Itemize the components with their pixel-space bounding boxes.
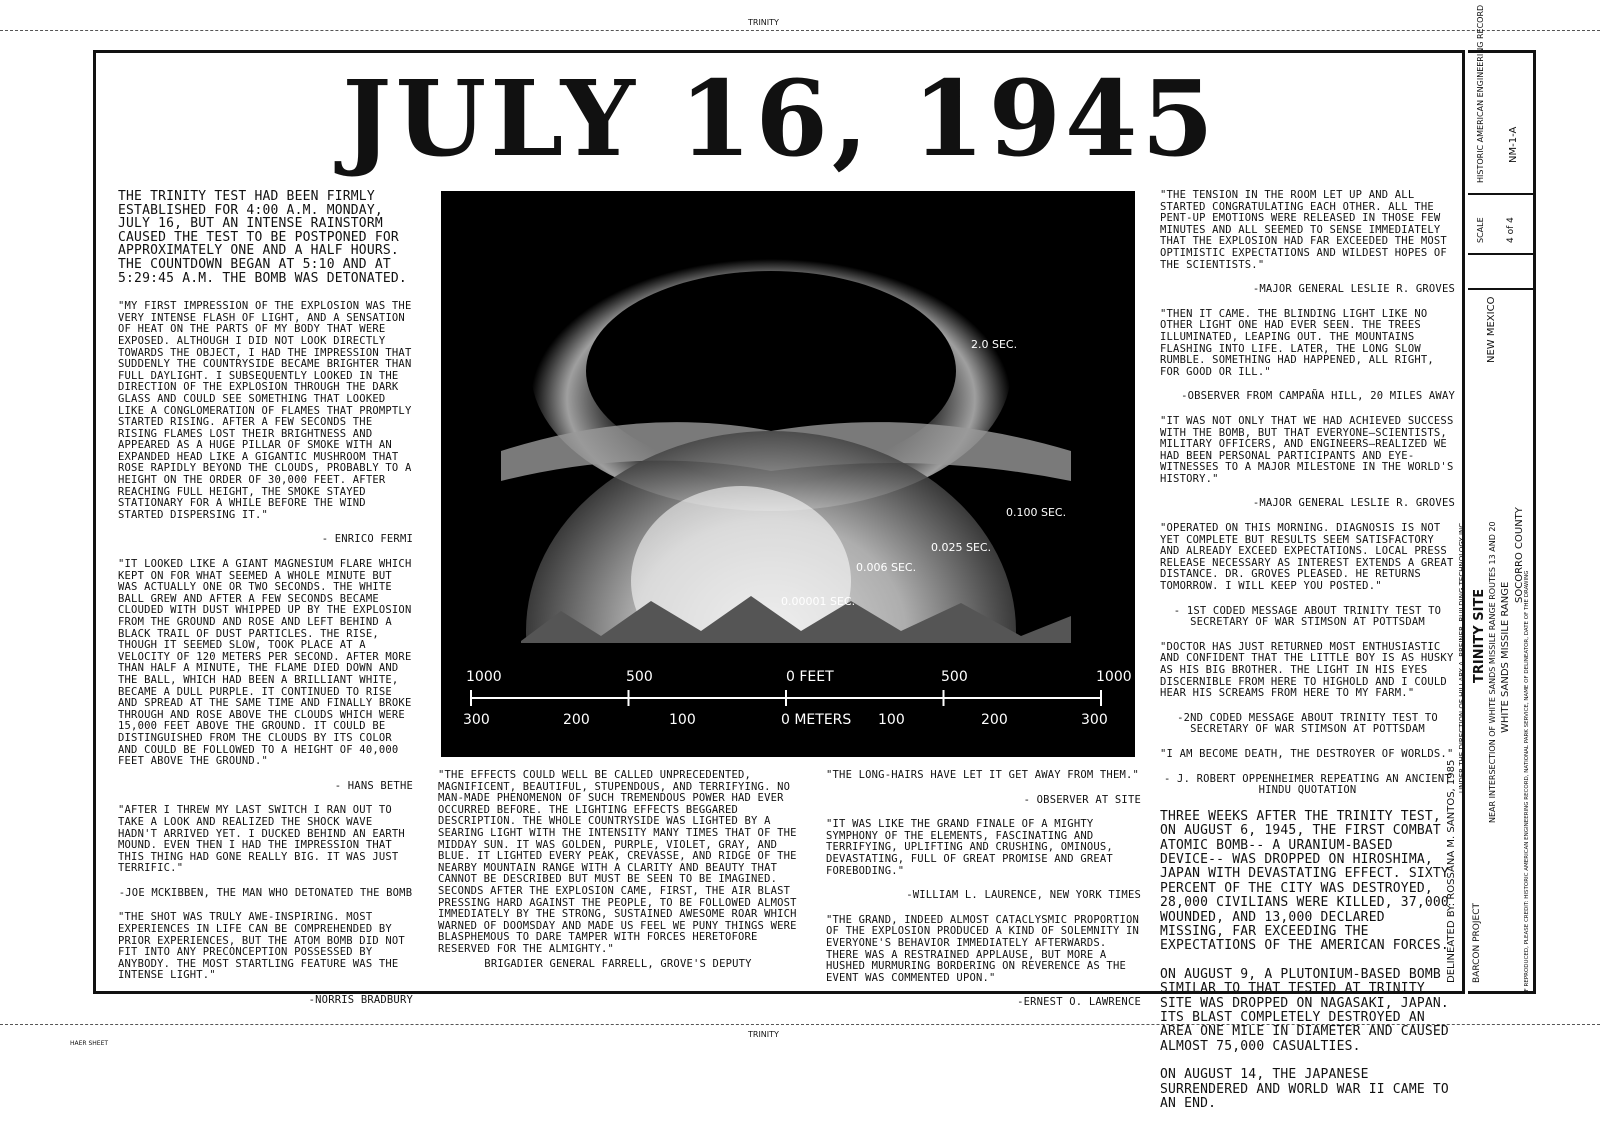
summary-hiroshima: THREE WEEKS AFTER THE TRINITY TEST, ON AUGUST 6, 1945, THE FIRST COMBAT ATOMIC BOMB-- A URANIUM-BASED DEVICE-- WAS DROPPED ON HIROSHIMA, JAPAN WITH DEVASTATING EFFECT. SIXTY PERCENT OF THE CITY WAS DESTROYED, 28,000 CIVILIANS WERE KILLED, 37,000 WOUNDED, AND 13,000 DECLARED MISSING, FAR EXCEEDING THE EXPECTATIONS OF THE AMERICAN FORCES. <box>1160 808 1449 954</box>
tb-direction: UNDER THE DIRECTION OF HILLARY A. BREINER, BUILDING TECHNOLOGY INC. <box>1458 520 1466 793</box>
quote-laurence: "IT WAS LIKE THE GRAND FINALE OF A MIGHTY SYMPHONY OF THE ELEMENTS, FASCINATING AND TERRIFYING, UPLIFTING AND CRUSHING, OMINOUS, DEVASTATING, FULL OF GREAT PROMISE AND GREAT FOREBODING." <box>826 818 1113 877</box>
attr-lawrence: -ERNEST O. LAWRENCE <box>1017 996 1141 1009</box>
scale-meters-label: 100 <box>669 712 696 728</box>
quote-oppenheimer: "I AM BECOME DEATH, THE DESTROYER OF WORLDS." <box>1160 747 1454 760</box>
title-block <box>1446 4 1536 994</box>
attr-observer: - OBSERVER AT SITE <box>1023 793 1141 806</box>
summary-surrender: ON AUGUST 14, THE JAPANESE SURRENDERED AND WORLD WAR II CAME TO AN END. <box>1160 1067 1449 1112</box>
tb-scale-label: SCALE <box>1476 217 1485 243</box>
explosion-photo <box>441 191 1135 757</box>
center-quote <box>438 770 798 983</box>
quote-coded-1: "OPERATED ON THIS MORNING. DIAGNOSIS IS NOT YET COMPLETE BUT RESULTS SEEM SATISFACTORY AND ALREADY EXCEED EXPECTATIONS. LOCAL PRESS RELEASE NECESSARY AS INTEREST EXTENDS A GREAT DISTANCE. DR. GROVES PLEASED. HE RETURNS TOMORROW. I WILL KEEP YOU POSTED." <box>1160 522 1454 593</box>
quote-bethe: "IT LOOKED LIKE A GIANT MAGNESIUM FLARE WHICH KEPT ON FOR WHAT SEEMED A WHOLE MINUTE BUT WAS ACTUALLY ONE OR TWO SECONDS. THE WHITE BALL GREW AND AFTER A FEW SECONDS BECAME CLOUDED WITH DUST WHIPPED UP BY THE EXPLOSION FROM THE GROUND AND ROSE AND LEFT BEHIND A BLACK TRAIL OF DUST PARTICLES. THE RISE, THOUGH IT SEEMED SLOW, TOOK PLACE AT A VELOCITY OF 120 METERS PER SECOND. AFTER MORE THAN HALF A MINUTE, THE FLAME DIED DOWN AND THE BALL, WHICH HAD BEEN A BRILLIANT WHITE, BECAME A DULL PURPLE. IT CONTINUED TO RISE AND SPREAD AT THE SAME TIME AND FINALLY BROKE THROUGH AND ROSE ABOVE THE CLOUDS WHICH WERE 15,000 FEET ABOVE THE GROUND. IT COULD BE DISTINGUISHED FROM THE CLOUDS BY ITS COLOR AND COULD BE FOLLOWED TO A HEIGHT OF 40,000 FEET ABOVE THE GROUND." <box>118 558 412 768</box>
scale-feet-label: 1000 <box>466 669 502 685</box>
top-sheet-mark: TRINITY <box>748 18 779 27</box>
attr-bradbury: -NORRIS BRADBURY <box>308 994 413 1007</box>
scale-feet-label: 500 <box>626 669 653 685</box>
tb-county: SOCORRO COUNTY <box>1514 507 1525 603</box>
attr-fermi: - ENRICO FERMI <box>321 533 413 546</box>
aftermath-summary <box>1160 810 1455 1112</box>
attr-coded-2: -2ND CODED MESSAGE ABOUT TRINITY TEST TO SECRETARY OF WAR STIMSON AT POTTSDAM <box>1177 711 1438 736</box>
quote-lawrence: "THE GRAND, INDEED ALMOST CATACLYSMIC PROPORTION OF THE EXPLOSION PRODUCED A KIND OF SOLEMNITY IN EVERYONE'S BEHAVIOR IMMEDIATELY AFTERWARDS. THERE WAS A RESTRAINED APPLAUSE, BUT MORE A HUSHED MURMURING BORDERING ON REVERENCE AS THE EVENT WAS COMMENTED UPON." <box>826 913 1140 984</box>
scale-meters-label: 0 METERS <box>781 712 852 728</box>
explosion-illustration <box>441 191 1135 757</box>
scale-feet-label: 500 <box>941 669 968 685</box>
tb-scale-value: 4 of 4 <box>1506 217 1516 243</box>
intro-text: THE TRINITY TEST HAD BEEN FIRMLY ESTABLISHED FOR 4:00 A.M. MONDAY, JULY 16, BUT AN INTENSE RAINSTORM CAUSED THE TEST TO BE POSTPONED FOR APPROXIMATELY ONE AND A HALF HOURS. THE COUNTDOWN BEGAN AT 5:10 AND AT 5:29:45 A.M. THE BOMB WAS DETONATED. <box>118 189 407 286</box>
quote-coded-2: "DOCTOR HAS JUST RETURNED MOST ENTHUSIASTIC AND CONFIDENT THAT THE LITTLE BOY IS AS HUSKY AS HIS BIG BROTHER. THE LIGHT IN HIS EYES DISCERNIBLE FROM HERE TO HIGHOLD AND I COULD HEAR HIS SCREAMS FROM HERE TO MY FARM." <box>1160 640 1454 700</box>
bottom-sheet-mark: TRINITY <box>748 1030 779 1039</box>
attr-groves-1: -MAJOR GENERAL LESLIE R. GROVES <box>1252 283 1455 296</box>
quote-groves-1: "THE TENSION IN THE ROOM LET UP AND ALL STARTED CONGRATULATING EACH OTHER. ALL THE PENT-UP EMOTIONS WERE RELEASED IN THOSE FEW MINUTES AND ALL SEEMED TO SENSE IMMEDIATELY THAT THE EXPLOSION HAD FAR EXCEEDED THE MOST OPTIMISTIC EXPECTATIONS AND WILDEST HOPES OF THE SCIENTISTS." <box>1160 189 1447 271</box>
attr-groves-2: -MAJOR GENERAL LESLIE R. GROVES <box>1252 497 1455 510</box>
scale-meters-label: 300 <box>1081 712 1108 728</box>
tb-range: WHITE SANDS MISSILE RANGE <box>1500 581 1511 733</box>
tb-credit: IF REPRODUCED, PLEASE CREDIT: HISTORIC AMERICAN ENGINEERING RECORD, NATIONAL PARK SERVICE, NAME OF DELINEATOR, DATE OF THE DRAWING <box>1524 570 1530 993</box>
ground-band <box>441 643 1135 757</box>
quote-mckibben: "AFTER I THREW MY LAST SWITCH I RAN OUT TO TAKE A LOOK AND REALIZED THE SHOCK WAVE HADN'T ARRIVED YET. I DUCKED BEHIND AN EARTH MOUND. EVEN THEN I HAD THE IMPRESSION THAT THIS THING HAD GONE REALLY BIG. IT WAS JUST TERRIFIC." <box>118 804 405 875</box>
tb-agency: HISTORIC AMERICAN ENGINEERING RECORD <box>1476 4 1485 183</box>
attr-mckibben: -JOE MCKIBBEN, THE MAN WHO DETONATED THE BOMB <box>118 886 413 899</box>
quote-campana: "THEN IT CAME. THE BLINDING LIGHT LIKE NO OTHER LIGHT ONE HAD EVER SEEN. THE TREES ILLUMINATED, LEAPING OUT. THE MOUNTAINS FLASHING INTO LIFE. LATER, THE LONG SLOW RUMBLE. SOMETHING HAD HAPPENED, ALL RIGHT, FOR GOOD OR ILL." <box>1160 307 1434 378</box>
footer-small: HAER SHEET <box>70 1040 109 1047</box>
label-2-0-sec: 2.0 SEC. <box>971 338 1018 351</box>
tb-site-loc: NEAR INTERSECTION OF WHITE SANDS MISSILE RANGE ROUTES 13 AND 20 <box>1488 521 1497 823</box>
tb-state: NEW MEXICO <box>1486 296 1497 363</box>
tb-project: BARCON PROJECT <box>1472 903 1482 983</box>
tb-haer-no: NM-1-A <box>1508 126 1519 163</box>
attr-farrell: BRIGADIER GENERAL FARRELL, GROVE'S DEPUTY <box>484 957 752 970</box>
scale-meters-label: 200 <box>981 712 1008 728</box>
scale-feet-label: 1000 <box>1096 669 1132 685</box>
label-0-00001-sec: 0.00001 SEC. <box>781 595 856 608</box>
scale-meters-label: 200 <box>563 712 590 728</box>
label-0-006-sec: 0.006 SEC. <box>856 561 917 574</box>
quote-observer: "THE LONG-HAIRS HAVE LET IT GET AWAY FROM THEM." <box>826 769 1140 781</box>
attr-oppenheimer: - J. ROBERT OPPENHEIMER REPEATING AN ANCIENT HINDU QUOTATION <box>1164 772 1451 797</box>
quote-fermi: "MY FIRST IMPRESSION OF THE EXPLOSION WAS THE VERY INTENSE FLASH OF LIGHT, AND A SENSATION OF HEAT ON THE PARTS OF MY BODY THAT WERE EXPOSED. ALTHOUGH I DID NOT LOOK DIRECTLY TOWARDS THE OBJECT, I HAD THE IMPRESSION THAT SUDDENLY THE COUNTRYSIDE BECAME BRIGHTER THAN FULL DAYLIGHT. I SUBSEQUENTLY LOOKED IN THE DIRECTION OF THE EXPLOSION THROUGH THE DARK GLASS AND COULD SEE SOMETHING THAT LOOKED LIKE A CONGLOMERATION OF FLAMES THAT PROMPTLY STARTED RISING. AFTER A FEW SECONDS THE RISING FLAMES LOST THEIR BRIGHTNESS AND APPEARED AS A HUGE PILLAR OF SMOKE WITH AN EXPANDED HEAD LIKE A GIGANTIC MUSHROOM THAT ROSE RAPIDLY BEYOND THE CLOUDS, PROBABLY TO A HEIGHT ON THE ORDER OF 30,000 FEET. AFTER REACHING FULL HEIGHT, THE SMOKE STAYED STATIONARY FOR A WHILE BEFORE THE WIND STARTED DISPERSING IT." <box>118 300 412 521</box>
quote-bradbury: "THE SHOT WAS TRULY AWE-INSPIRING. MOST EXPERIENCES IN LIFE CAN BE COMPREHENDED BY PRIOR EXPERIENCES, BUT THE ATOM BOMB DID NOT FIT INTO ANY PRECONCEPTION POSSESSED BY ANYBODY. THE MOST STARTLING FEATURE WAS THE INTENSE LIGHT." <box>118 911 405 982</box>
summary-nagasaki: ON AUGUST 9, A PLUTONIUM-BASED BOMB SIMILAR TO THAT TESTED AT TRINITY SITE WAS DROPPED ON NAGASAKI, JAPAN. ITS BLAST COMPLETELY DESTROYED AN AREA ONE MILE IN DIAMETER AND CAUSED ALMOST 75,000 CASUALTIES. <box>1160 966 1449 1054</box>
scale-meters-label: 100 <box>878 712 905 728</box>
right-column <box>1160 190 1455 1125</box>
page-title: JULY 16, 1945 <box>342 57 1218 180</box>
attr-campana: -OBSERVER FROM CAMPAÑA HILL, 20 MILES AWAY <box>1181 390 1455 403</box>
quote-farrell: "THE EFFECTS COULD WELL BE CALLED UNPRECEDENTED, MAGNIFICENT, BEAUTIFUL, STUPENDOUS, AND TERRIFYING. NO MAN-MADE PHENOMENON OF SUCH TREMENDOUS POWER HAD EVER OCCURRED BEFORE. THE LIGHTING EFFECTS BEGGARED DESCRIPTION. THE WHOLE COUNTRYSIDE WAS LIGHTED BY A SEARING LIGHT WITH THE INTENSITY MANY TIMES THAT OF THE MIDDAY SUN. IT WAS GOLDEN, PURPLE, VIOLET, GRAY, AND BLUE. IT LIGHTED EVERY PEAK, CREVASSE, AND RIDGE OF THE NEARBY MOUNTAIN RANGE WITH A CLARITY AND BEAUTY THAT CANNOT BE DESCRIBED BUT MUST BE SEEN TO BE IMAGINED. SECONDS AFTER THE EXPLOSION CAME, FIRST, THE AIR BLAST PRESSING HARD AGAINST THE PEOPLE, TO BE FOLLOWED ALMOST IMMEDIATELY BY THE STRONG, SUSTAINED AWESOME ROAR WHICH WARNED OF DOOMSDAY AND MADE US FEEL WE PUNY THINGS WERE BLASPHEMOUS TO DARE TAMPER WITH FORCES HERETOFORE RESERVED FOR THE ALMIGHTY." <box>438 769 797 955</box>
left-column <box>118 190 413 1020</box>
tb-site: TRINITY SITE <box>1472 588 1487 683</box>
center-right-quotes <box>826 770 1141 1022</box>
scale-feet-label: 0 FEET <box>786 669 834 685</box>
top-trim-line <box>0 30 1600 31</box>
quote-groves-2: "IT WAS NOT ONLY THAT WE HAD ACHIEVED SUCCESS WITH THE BOMB, BUT THAT EVERYONE—SCIENTISTS, MILITARY OFFICERS, AND ENGINEERS—REALIZED WE HAD BEEN PERSONAL PARTICIPANTS AND EYE-WITNESSES TO A MAJOR MILESTONE IN THE WORLD'S HISTORY." <box>1160 414 1454 485</box>
attr-bethe: - HANS BETHE <box>334 779 413 792</box>
tb-delineator: DELINEATED BY: ROSSANA M. SANTOS, 1985 <box>1446 759 1457 983</box>
attr-laurence: -WILLIAM L. LAURENCE, NEW YORK TIMES <box>906 889 1141 902</box>
attr-coded-1: - 1ST CODED MESSAGE ABOUT TRINITY TEST TO SECRETARY OF WAR STIMSON AT POTTSDAM <box>1173 604 1442 629</box>
scale-meters-label: 300 <box>463 712 490 728</box>
label-0-025-sec: 0.025 SEC. <box>931 541 992 554</box>
label-0-100-sec: 0.100 SEC. <box>1006 506 1067 519</box>
